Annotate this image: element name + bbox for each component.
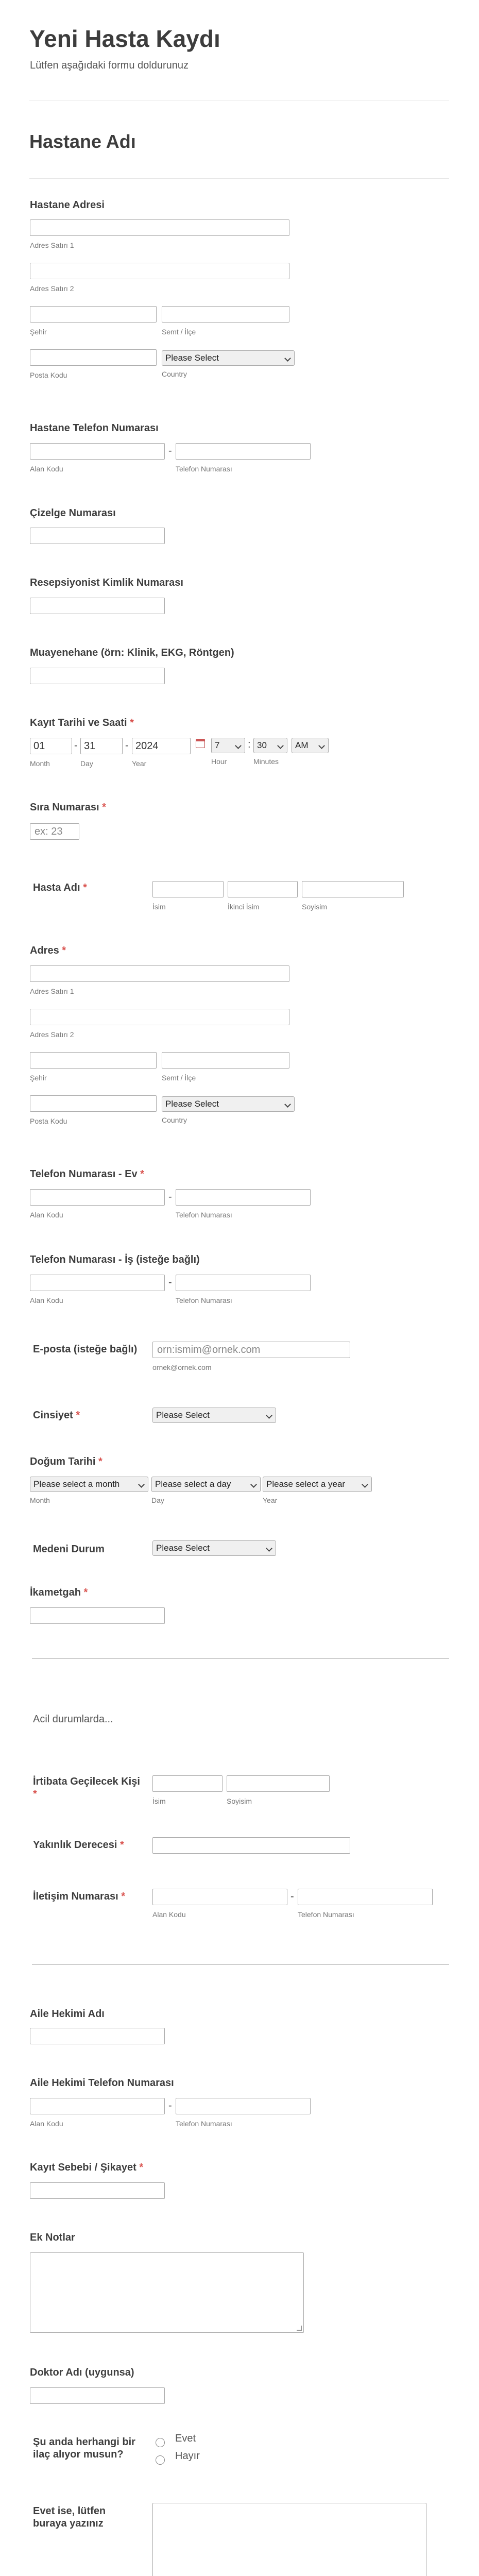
patient-name-label: Hasta Adı * bbox=[33, 882, 87, 893]
area-code-sublabel: Alan Kodu bbox=[30, 1211, 63, 1219]
emergency-area-code-input[interactable] bbox=[152, 1889, 287, 1905]
hospital-address-line2-input[interactable] bbox=[30, 263, 289, 279]
country-sublabel: Country bbox=[162, 1116, 187, 1124]
medication-yes-radio[interactable] bbox=[156, 2438, 165, 2447]
residence-label: İkametgah * bbox=[30, 1587, 88, 1598]
email-hint: ornek@ornek.com bbox=[152, 1363, 212, 1371]
medication-yes-label[interactable]: Evet bbox=[175, 2433, 196, 2444]
work-area-code-input[interactable] bbox=[30, 1275, 165, 1291]
address-line2-input[interactable] bbox=[30, 1009, 289, 1025]
phone-dash: - bbox=[168, 1191, 172, 1202]
city-input[interactable] bbox=[30, 1052, 157, 1069]
emergency-contact-label: İrtibata Geçilecek Kişi * bbox=[33, 1776, 140, 1800]
day-input[interactable]: 31 bbox=[80, 738, 123, 754]
notes-textarea[interactable] bbox=[30, 2252, 304, 2333]
phone-number-sublabel: Telefon Numarası bbox=[176, 465, 232, 473]
last-name-sublabel: Soyisim bbox=[302, 903, 328, 911]
phone-dash: - bbox=[168, 2100, 172, 2111]
reason-label: Kayıt Sebebi / Şikayet * bbox=[30, 2162, 144, 2173]
divider bbox=[32, 1964, 449, 1965]
if-yes-textarea[interactable] bbox=[152, 2503, 426, 2576]
city-sublabel: Şehir bbox=[30, 328, 47, 336]
birth-month-select[interactable]: Please select a month bbox=[30, 1477, 148, 1492]
month-sublabel: Month bbox=[30, 1496, 50, 1504]
address-line1-sublabel: Adres Satırı 1 bbox=[30, 241, 74, 249]
patient-first-name-input[interactable] bbox=[152, 881, 224, 897]
if-yes-label: Evet ise, lütfen buraya yazınız bbox=[33, 2505, 106, 2529]
family-doctor-input[interactable] bbox=[30, 2028, 165, 2044]
calendar-icon[interactable] bbox=[196, 739, 205, 748]
date-dash: - bbox=[125, 740, 129, 751]
phone-dash: - bbox=[168, 1277, 172, 1288]
address-line1-sublabel: Adres Satırı 1 bbox=[30, 987, 74, 995]
area-code-sublabel: Alan Kodu bbox=[30, 2120, 63, 2128]
day-sublabel: Day bbox=[80, 759, 93, 768]
order-number-input[interactable]: ex: 23 bbox=[30, 823, 79, 840]
divider bbox=[29, 178, 449, 179]
day-sublabel: Day bbox=[151, 1496, 164, 1504]
schedule-number-label: Çizelge Numarası bbox=[30, 507, 116, 519]
month-input[interactable]: 01 bbox=[30, 738, 72, 754]
birth-day-select[interactable]: Please select a day bbox=[151, 1477, 261, 1492]
hospital-postal-input[interactable] bbox=[30, 349, 157, 366]
family-doctor-phone-input[interactable] bbox=[176, 2098, 311, 2114]
relation-input[interactable] bbox=[152, 1837, 350, 1854]
hospital-phone-input[interactable] bbox=[176, 443, 311, 460]
divider bbox=[32, 1658, 449, 1659]
work-phone-label: Telefon Numarası - İş (isteğe bağlı) bbox=[30, 1254, 200, 1265]
birth-date-label: Doğum Tarihi * bbox=[30, 1456, 102, 1467]
emergency-last-name-input[interactable] bbox=[227, 1775, 330, 1792]
last-name-sublabel: Soyisim bbox=[227, 1797, 252, 1805]
hospital-district-input[interactable] bbox=[162, 306, 289, 323]
schedule-number-input[interactable] bbox=[30, 528, 165, 544]
receptionist-id-input[interactable] bbox=[30, 598, 165, 614]
country-select[interactable]: Please Select bbox=[162, 1096, 295, 1112]
clinic-input[interactable] bbox=[30, 668, 165, 684]
medication-no-radio[interactable] bbox=[156, 2455, 165, 2465]
city-sublabel: Şehir bbox=[30, 1074, 47, 1082]
hospital-address-label: Hastane Adresi bbox=[30, 199, 105, 211]
marital-status-select[interactable]: Please Select bbox=[152, 1540, 276, 1556]
time-colon: : bbox=[248, 739, 251, 750]
date-dash: - bbox=[74, 740, 78, 751]
emergency-phone-input[interactable] bbox=[298, 1889, 433, 1905]
emergency-first-name-input[interactable] bbox=[152, 1775, 223, 1792]
minutes-sublabel: Minutes bbox=[253, 757, 279, 766]
month-sublabel: Month bbox=[30, 759, 50, 768]
hospital-address-line1-input[interactable] bbox=[30, 219, 289, 236]
family-doctor-phone-label: Aile Hekimi Telefon Numarası bbox=[30, 2077, 174, 2089]
clinic-label: Muayenehane (örn: Klinik, EKG, Röntgen) bbox=[30, 647, 234, 658]
year-input[interactable]: 2024 bbox=[132, 738, 191, 754]
area-code-sublabel: Alan Kodu bbox=[152, 1910, 186, 1919]
order-number-label: Sıra Numarası * bbox=[30, 802, 106, 813]
resize-handle[interactable] bbox=[297, 2326, 302, 2331]
middle-name-sublabel: İkinci İsim bbox=[228, 903, 260, 911]
postal-sublabel: Posta Kodu bbox=[30, 1117, 67, 1125]
district-input[interactable] bbox=[162, 1052, 289, 1069]
phone-number-sublabel: Telefon Numarası bbox=[176, 1296, 232, 1304]
phone-number-sublabel: Telefon Numarası bbox=[176, 1211, 232, 1219]
phone-dash: - bbox=[168, 445, 172, 456]
postal-sublabel: Posta Kodu bbox=[30, 371, 67, 379]
address-line2-sublabel: Adres Satırı 2 bbox=[30, 1030, 74, 1039]
hospital-area-code-input[interactable] bbox=[30, 443, 165, 460]
email-input[interactable]: orn:ismim@ornek.com bbox=[152, 1342, 350, 1358]
medication-no-label[interactable]: Hayır bbox=[175, 2450, 200, 2462]
gender-select[interactable]: Please Select bbox=[152, 1408, 276, 1423]
address-label: Adres * bbox=[30, 945, 66, 956]
hospital-city-input[interactable] bbox=[30, 306, 157, 323]
country-sublabel: Country bbox=[162, 370, 187, 378]
home-phone-label: Telefon Numarası - Ev * bbox=[30, 1168, 144, 1180]
page-subtitle: Lütfen aşağıdaki formu doldurunuz bbox=[30, 60, 189, 71]
family-doctor-label: Aile Hekimi Adı bbox=[30, 2008, 105, 2020]
district-sublabel: Semt / İlçe bbox=[162, 1074, 196, 1082]
receptionist-id-label: Resepsiyonist Kimlik Numarası bbox=[30, 577, 183, 588]
gender-label: Cinsiyet * bbox=[33, 1410, 80, 1421]
phone-number-sublabel: Telefon Numarası bbox=[298, 1910, 354, 1919]
phone-number-sublabel: Telefon Numarası bbox=[176, 2120, 232, 2128]
hospital-phone-label: Hastane Telefon Numarası bbox=[30, 422, 159, 434]
first-name-sublabel: İsim bbox=[152, 903, 166, 911]
email-label: E-posta (isteğe bağlı) bbox=[33, 1344, 138, 1355]
page-title: Yeni Hasta Kaydı bbox=[29, 25, 220, 52]
relation-label: Yakınlık Derecesi * bbox=[33, 1839, 124, 1851]
family-doctor-area-code-input[interactable] bbox=[30, 2098, 165, 2114]
doctor-name-label: Doktor Adı (uygunsa) bbox=[30, 2367, 134, 2378]
work-phone-input[interactable] bbox=[176, 1275, 311, 1291]
area-code-sublabel: Alan Kodu bbox=[30, 1296, 63, 1304]
emergency-phone-label: İletişim Numarası * bbox=[33, 1891, 125, 1902]
medication-label: Şu anda herhangi bir ilaç alıyor musun? bbox=[33, 2436, 135, 2460]
phone-dash: - bbox=[290, 1891, 294, 1902]
address-line2-sublabel: Adres Satırı 2 bbox=[30, 284, 74, 293]
hospital-name-heading: Hastane Adı bbox=[29, 131, 136, 152]
first-name-sublabel: İsim bbox=[152, 1797, 166, 1805]
patient-last-name-input[interactable] bbox=[302, 881, 404, 897]
home-area-code-input[interactable] bbox=[30, 1189, 165, 1206]
marital-status-label: Medeni Durum bbox=[33, 1544, 105, 1555]
birth-year-select[interactable]: Please select a year bbox=[263, 1477, 372, 1492]
reason-input[interactable] bbox=[30, 2182, 165, 2199]
patient-middle-name-input[interactable] bbox=[228, 881, 298, 897]
residence-input[interactable] bbox=[30, 1607, 165, 1624]
postal-input[interactable] bbox=[30, 1095, 157, 1112]
doctor-name-input[interactable] bbox=[30, 2387, 165, 2404]
ampm-select[interactable]: AM bbox=[292, 738, 329, 753]
emergency-intro: Acil durumlarda... bbox=[33, 1714, 113, 1725]
hour-sublabel: Hour bbox=[211, 757, 227, 766]
area-code-sublabel: Alan Kodu bbox=[30, 465, 63, 473]
minute-select[interactable]: 30 bbox=[253, 738, 287, 753]
hospital-country-select[interactable]: Please Select bbox=[162, 350, 295, 366]
district-sublabel: Semt / İlçe bbox=[162, 328, 196, 336]
home-phone-input[interactable] bbox=[176, 1189, 311, 1206]
notes-label: Ek Notlar bbox=[30, 2232, 75, 2243]
hour-select[interactable]: 7 bbox=[211, 738, 245, 753]
year-sublabel: Year bbox=[263, 1496, 278, 1504]
address-line1-input[interactable] bbox=[30, 965, 289, 982]
datetime-label: Kayıt Tarihi ve Saati * bbox=[30, 717, 134, 728]
year-sublabel: Year bbox=[132, 759, 147, 768]
